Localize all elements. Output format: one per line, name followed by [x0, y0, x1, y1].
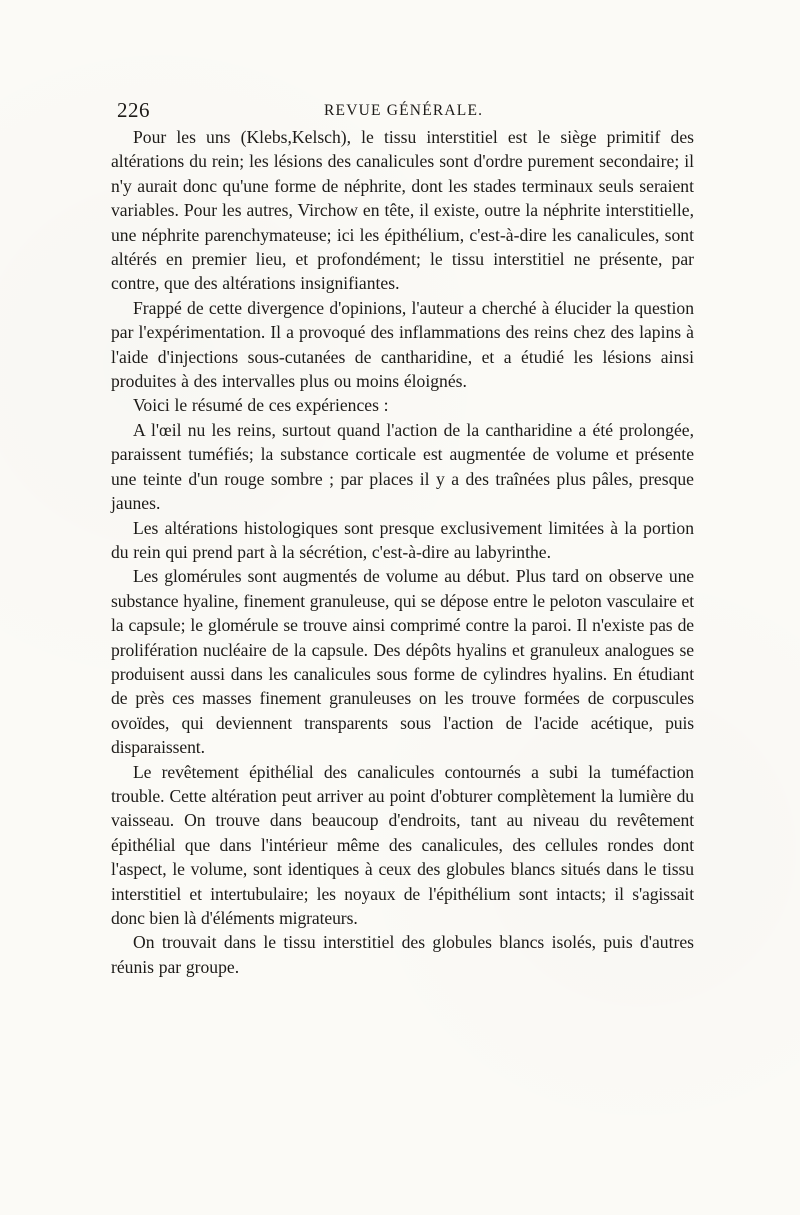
running-head [111, 96, 694, 124]
paragraph-experimentation: Frappé de cette divergence d'opinions, l'auteur a cherché à élucider la question par l'expérimentation. Il a provoqué des inflammations des reins chez des lapins à l'aide d'injections sous-cutanées de cantharidine, et a étudié les lésions ainsi produites à des intervalles plus ou moins éloignés. [111, 297, 694, 392]
running-title: REVUE GÉNÉRALE. [324, 102, 484, 119]
paragraph-summary-intro: Voici le résumé de ces expériences : [133, 395, 389, 416]
paragraph-views-on-interstitial-tissue: Pour les uns (Klebs,Kelsch), le tissu interstitiel est le siège primitif des altérations du rein; les lésions des canalicules sont d'ordre purement secondaire; il n'y aurait donc qu'une forme de néphrite, dont les stades terminaux seuls seraient variables. Pour les autres, Virchow en tête, il existe, outre la néphrite interstitielle, une néphrite parenchymateuse; ici les épithélium, c'est-à-dire les canalicules, sont altérés en premier lieu, et profondément; le tissu interstitiel ne présente, par contre, que des altérations insignifiantes. [111, 127, 694, 294]
page-number: 226 [117, 98, 150, 122]
paragraph-histological-limits: Les altérations histologiques sont presque exclusivement limitées à la portion du rein qui prend part à la sécrétion, c'est-à-dire au labyrinthe. [111, 517, 694, 562]
paragraph-gross-appearance: A l'œil nu les reins, surtout quand l'action de la cantharidine a été prolongée, paraissent tuméfiés; la substance corticale est augmentée de volume et présente une teinte d'un rouge sombre ; par places il y a des traînées plus pâles, presque jaunes. [111, 419, 694, 514]
paragraph-epithelial-lining: Le revêtement épithélial des canalicules contournés a subi la tuméfaction trouble. Cette altération peut arriver au point d'obturer complètement la lumière du vaisseau. On trouve dans beaucoup d'endroits, tant au niveau du revêtement épithélial que dans l'intérieur même des canalicules, des cellules rondes dont l'aspect, le volume, sont identiques à ceux des globules blancs situés dans le tissu interstitiel et intertubulaire; les noyaux de l'épithélium sont intacts; il s'agissait donc bien là d'éléments migrateurs. [111, 761, 694, 928]
paragraph-glomeruli: Les glomérules sont augmentés de volume au début. Plus tard on observe une substance hyaline, finement granuleuse, qui se dépose entre le peloton vasculaire et la capsule; le glomérule se trouve ainsi comprimé contre la paroi. Il n'existe pas de prolifération nucléaire de la capsule. Des dépôts hyalins et granuleux analogues se produisent aussi dans les canalicules sous forme de cylindres hyalins. En étudiant de près ces masses finement granuleuses on les trouve formées de corpuscules ovoïdes, qui deviennent transparents sous l'action de l'acide acétique, puis disparaissent. [111, 566, 694, 758]
paragraph-interstitial-white-cells: On trouvait dans le tissu interstitiel des globules blancs isolés, puis d'autres réunis par groupe. [111, 932, 694, 977]
body-text [111, 125, 694, 979]
